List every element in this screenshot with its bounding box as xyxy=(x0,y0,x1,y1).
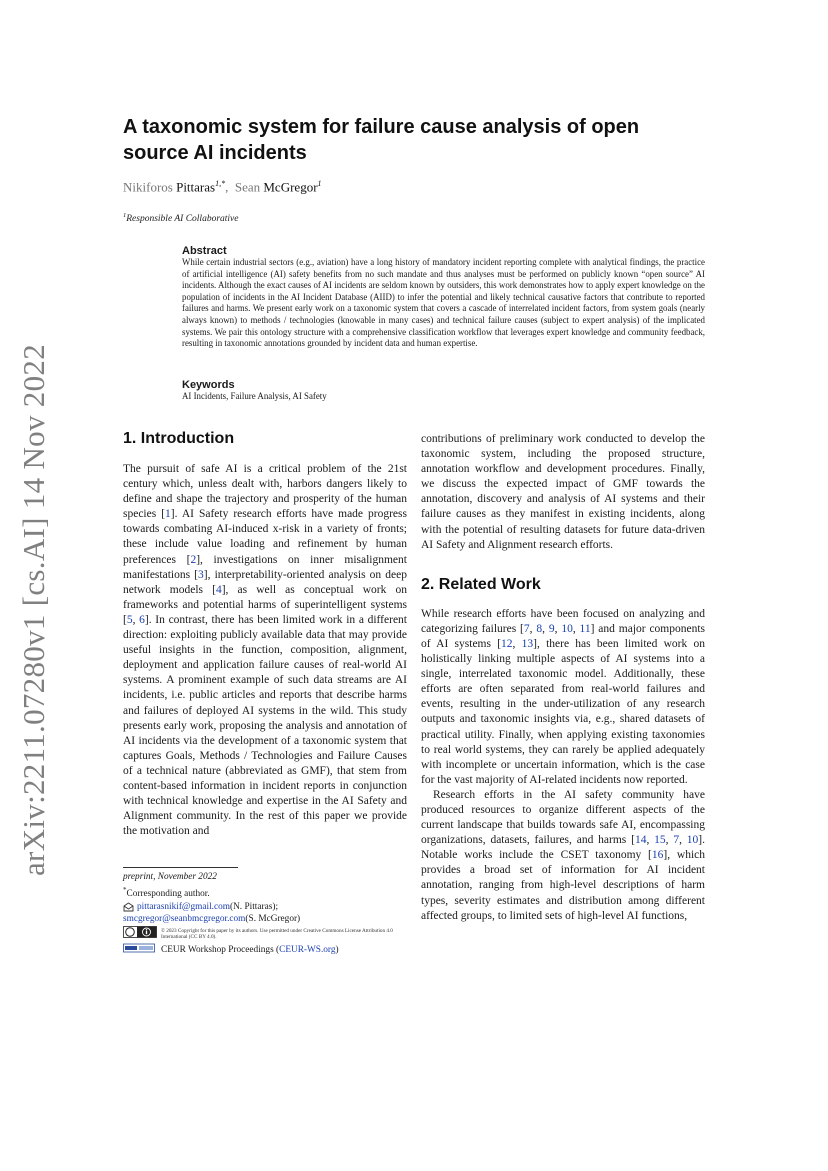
citation-link[interactable]: 5 xyxy=(126,613,133,626)
citation-link[interactable]: 2 xyxy=(190,553,197,566)
citation-link[interactable]: 16 xyxy=(651,849,664,862)
left-column xyxy=(123,430,407,839)
email-line-2 xyxy=(123,913,423,926)
footnote-rule xyxy=(123,867,238,868)
citation-link[interactable]: 10 xyxy=(561,622,573,635)
license-text: © 2023 Copyright for this paper by its authors. Use permitted under Creative Commons License Attribution 4.0 International (CC BY 4.0). xyxy=(161,928,393,941)
ceur-link[interactable]: CEUR-WS.org xyxy=(279,944,336,955)
keywords-heading: Keywords xyxy=(182,379,235,391)
keywords xyxy=(182,379,705,403)
citation-link[interactable]: 8 xyxy=(536,622,543,635)
author-list xyxy=(123,179,322,195)
author-separator: , xyxy=(225,179,229,195)
email-line-1 xyxy=(123,901,423,914)
affiliation-mark: 1 xyxy=(123,212,127,219)
email-link-mcgregor[interactable]: smcgregor@seanbmcgregor.com xyxy=(123,914,246,925)
affiliation-name: Responsible AI Collaborative xyxy=(126,214,239,225)
citation-link[interactable]: 15 xyxy=(654,834,666,847)
email-link-pittaras[interactable]: pittarasnikif@gmail.com xyxy=(137,901,230,912)
ceur-text: CEUR Workshop Proceedings ( xyxy=(161,944,280,955)
related-paragraph-1: While research efforts have been focused on analyzing and categorizing failures [7, 8, 9, 10, 11] and major components of AI systems [12, 13], there has been limited work on holistically linking multiple aspects of AI systems into a single, interrelated taxonomic model. Additionally, these efforts are often separated from real-world failures and events, resulting in the under-utilization of any research outputs and taxonomic insights via, e.g., shared datasets of practical utility. Finally, when applying existing taxonomies to real world systems, they can rarely be applied adequately with incomplete or uncertain information, which is the case for the vast majority of AI-related incidents now reported. xyxy=(421,607,706,786)
citation-link[interactable]: 14 xyxy=(634,834,647,847)
arxiv-identifier: arXiv:2211.07280v1 [cs.AI] 14 Nov 2022 xyxy=(16,343,51,877)
author-surname: Pittaras xyxy=(176,179,216,195)
citation-link[interactable]: 10 xyxy=(686,834,699,847)
paper-title: A taxonomic system for failure cause analysis of open source AI incidents xyxy=(123,116,640,164)
corresponding-text: Corresponding author. xyxy=(126,888,210,899)
right-column xyxy=(421,432,705,924)
email-owner-1: (N. Pittaras); xyxy=(230,901,279,912)
citation-link[interactable]: 12 xyxy=(501,637,513,650)
author-marks: 1,* xyxy=(215,179,226,188)
citation-link[interactable]: 7 xyxy=(523,622,530,635)
intro-paragraph: The pursuit of safe AI is a critical problem of the 21st century which, unless dealt with, harbors dangers likely to define and shape the trajectory and prosperity of the human species [1]. AI Safety research efforts have made progress towards combating AI-induced x-risk in a variety of fronts; these include value loading and refinement by human preferences [2], investigations on inner misalignment manifestations [3], interpretability-oriented analysis on deep network models [4], as well as conceptual work on frameworks and potential harms of superintelligent systems [5, 6]. In contrast, there has been limited work in a different direction: exploiting publicly available data that may provide useful insights in the function, composition, alignment, deployment and application failure causes of real-world AI systems. A prominent example of such data streams are AI incidents, i.e. public articles and reports that describe harms and failures of deployed AI systems in the wild. This study presents early work, proposing the analysis and annotation of AI incidents via the development of a taxonomic system that captures Goals, Methods / Technologies and Failure Causes of a technical nature (abbreviated as GMF), that stem from content-based information in incident reports in conjunction with technical knowledge and expertise in the AI Safety and Alignment community. In the rest of this paper we provide the motivation and xyxy=(123,463,408,838)
ceur-logo xyxy=(123,943,155,958)
arxiv-side-stamp xyxy=(14,343,54,877)
affiliation xyxy=(123,212,238,224)
abstract-text: While certain industrial sectors (e.g., aviation) have a long history of mandatory incident reporting complete with analytical findings, the practice of artificial intelligence (AI) safety benefits from no such mandate and thus analyses must be performed on publicly known “open source” AI incidents. Although the exact causes of AI incidents are seldom known by outsiders, this work demonstrates how to apply expert knowledge on the population of incidents in the AI Incident Database (AIID) to infer the potential and likely technical causative factors that contribute to reported failures and harms. We present early work on a taxonomic system that covers a cascade of interrelated incident factors, from system goals (nearly always known) to methods / technologies (knowable in many cases) and technical failure causes (subject to expert analysis) of the implicated systems. We pair this ontology structure with a comprehensive classification workflow that leverages expert knowledge and community feedback, resulting in taxonomic annotations grounded by incident data and human expertise. xyxy=(182,257,705,349)
corresponding-note xyxy=(123,884,423,901)
footnotes xyxy=(123,867,423,957)
cc-by-badge xyxy=(123,926,157,943)
citation-link[interactable]: 6 xyxy=(139,613,145,626)
corresponding-mark: * xyxy=(123,885,127,894)
author-given-name: Sean xyxy=(234,179,261,195)
author-marks: 1 xyxy=(317,179,322,188)
ceur-line xyxy=(123,943,423,958)
citation-link[interactable]: 11 xyxy=(579,622,591,635)
section-heading-introduction: 1. Introduction xyxy=(123,430,235,447)
citation-link[interactable]: 9 xyxy=(548,622,555,635)
related-paragraph-2: Research efforts in the AI safety community have produced resources to organize different aspects of the current landscape that builds towards safe AI, encompassing organizations, datasets, failures, and harms [14, 15, 7, 10]. Notable works include the CSET taxonomy [16], which provides a broad set of information for AI incident annotation, ranging from high-level descriptions of harm types, severity estimates and distribution among different affected groups, to limited sets of high-level AI functions, xyxy=(421,788,706,922)
citation-link[interactable]: 7 xyxy=(673,834,680,847)
email-owner-2: (S. McGregor) xyxy=(245,914,301,925)
author-surname: McGregor xyxy=(263,179,318,195)
abstract xyxy=(182,245,705,350)
license-line xyxy=(123,926,423,943)
keywords-text: AI Incidents, Failure Analysis, AI Safety xyxy=(182,391,327,401)
abstract-heading: Abstract xyxy=(182,245,227,257)
intro-paragraph-continued: contributions of preliminary work conducted to develop the taxonomic system, including the proposed structure, annotation workflow and development procedures. Finally, we discuss the expected impact of GMF towards the annotation, discovery and analysis of AI systems and their failure causes as they manifest in existing incidents, along with the potential of resulting datasets for future data-driven AI Safety and Alignment research efforts. xyxy=(421,433,705,551)
section-heading-related-work: 2. Related Work xyxy=(421,575,541,593)
envelope-icon xyxy=(123,902,134,912)
preprint-text: preprint, November 2022 xyxy=(123,872,217,882)
author-given-name: Nikiforos xyxy=(123,179,173,195)
citation-link[interactable]: 3 xyxy=(198,568,204,581)
preprint-note xyxy=(123,871,423,884)
ceur-text-end: ) xyxy=(335,944,339,955)
citation-link[interactable]: 13 xyxy=(521,637,534,650)
citation-link[interactable]: 4 xyxy=(215,583,222,596)
citation-link[interactable]: 1 xyxy=(165,508,171,521)
